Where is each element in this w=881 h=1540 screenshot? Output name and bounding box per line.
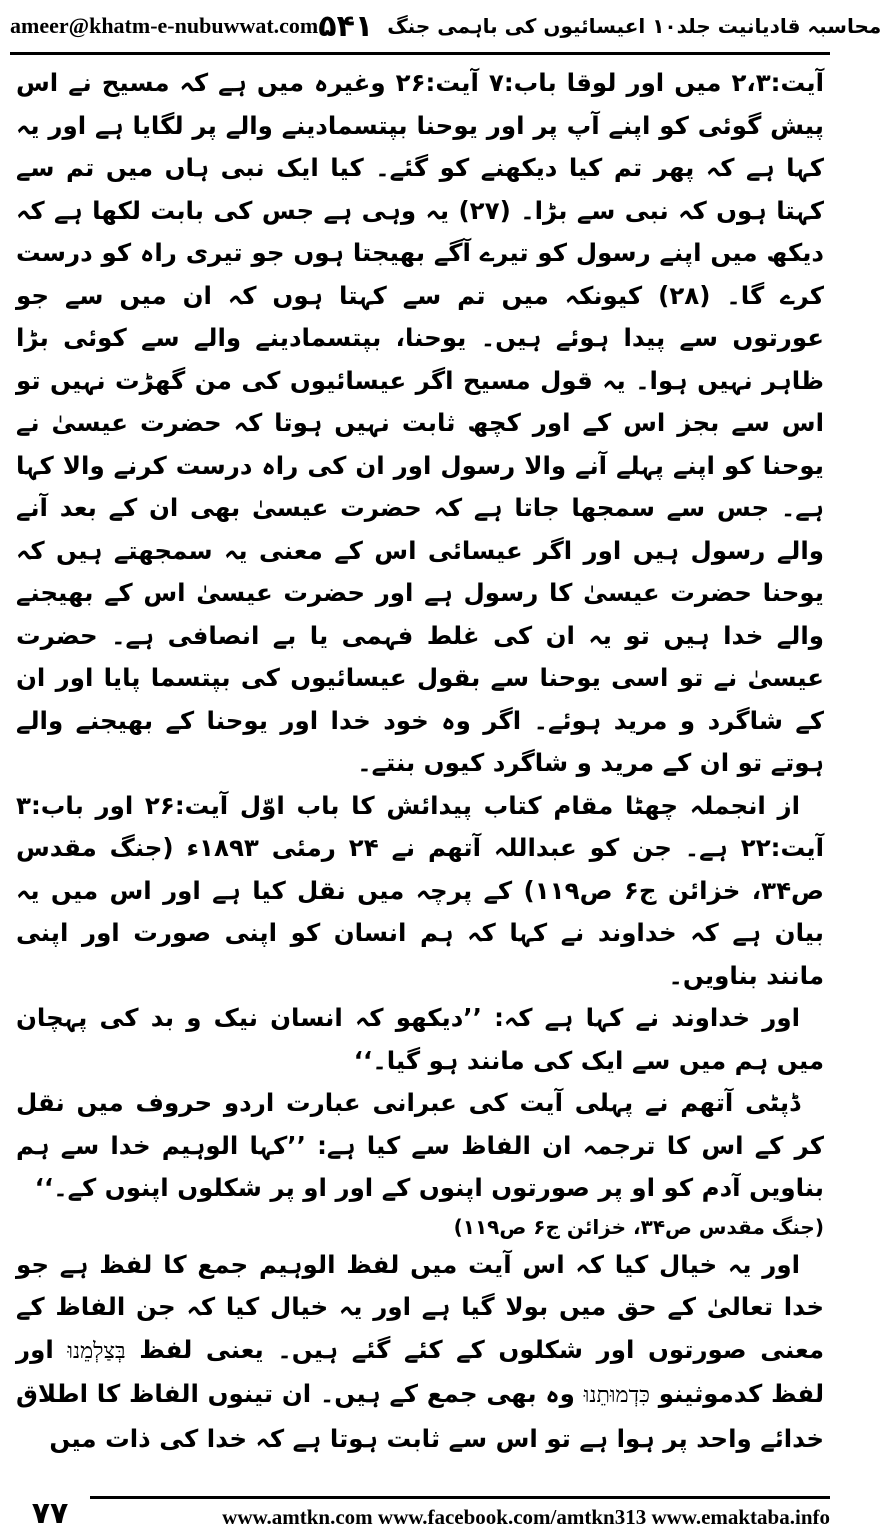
page-header: [10, 6, 881, 46]
paragraph-2: از انجملہ چھٹا مقام کتاب پیدائش کا باب اوّل آیت:۲۶ اور باب:۳ آیت:۲۲ ہے۔ جن کو عبداللہ آتھم نے ۲۴ رمئی ۱۸۹۳ء (جنگ مقدس ص۳۴، خزائن ج۶ ص۱۱۹) کے پرچہ میں نقل کیا ہے اور اس میں یہ بیان ہے کہ خداوند نے کہا کہ ہم انسان کو اپنی صورت اور اپنی مانند بناویں۔: [16, 790, 825, 990]
paragraph-4: ڈپٹی آتھم نے پہلی آیت کی عبرانی عبارت اردو حروف میں نقل کر کے اس کا ترجمہ ان الفاظ سے کیا ہے: ’’کہا الوہیم خدا سے ہم بناویں آدم کو او پر صورتوں اپنوں کے اور او پر شکلوں اپنوں کے۔‘‘: [16, 1088, 824, 1202]
paragraph-1: آیت:۲،۳ میں اور لوقا باب:۷ آیت:۲۶ وغیرہ میں ہے کہ مسیح نے اس پیش گوئی کو اپنے آپ پر اور یوحنا بپتسمادینے والے پر لگایا ہے اور یہ کہا ہے کہ پھر تم کیا دیکھنے کو گئے۔ کیا ایک نبی ہاں میں تم سے کہتا ہوں کہ نبی سے بڑا۔ (۲۷) یہ وہی ہے جس کی بابت لکھا ہے کہ دیکھ میں اپنے رسول کو تیرے آگے بھیجتا ہوں جو تیری راہ کو درست کرے گا۔ (۲۸) کیونکہ میں تم سے کہتا ہوں کہ ان میں سے جو عورتوں سے پیدا ہوئے ہیں۔ یوحنا، بپتسمادینے والے سے کوئی بڑا ظاہر نہیں ہوا۔ یہ قول مسیح اگر عیسائیوں کی من گھڑت نہیں تو اس سے بجز اس کے اور کچھ ثابت نہیں ہوتا کہ حضرت عیسیٰ نے یوحنا کو اپنے پہلے آنے والا رسول اور ان کی راہ درست کرنے والا کہا ہے۔ جس سے سمجھا جاتا ہے کہ حضرت عیسیٰ بھی ان کے بعد آنے والے رسول ہیں اور اگر عیسائی اس کے معنی یہ سمجھتے ہیں کہ یوحنا حضرت عیسیٰ کا رسول ہے اور حضرت عیسیٰ اس کے بھیجنے والے خدا ہیں تو یہ ان کی غلط فہمی یا بے انصافی ہے۔ حضرت عیسیٰ نے تو اسی یوحنا سے بقول عیسائیوں کی بپتسما پایا اور ان کے شاگرد و مرید ہوئے۔ اگر وہ خود خدا اور یوحنا کے بھیجنے والے ہوتے تو ان کے مرید و شاگرد کیوں بنتے۔: [16, 68, 825, 777]
paragraph-5-part-b: اور لفظ کدموثینو: [16, 1334, 825, 1408]
paragraph-5: [16, 1244, 824, 1461]
paragraph-3: اور خداوند نے کہا ہے کہ: ’’دیکھو کہ انسان نیک و بد کی پہچان میں ہم میں سے ایک کی مانند ہو گیا۔‘‘: [16, 1003, 824, 1075]
header-rule: [10, 52, 830, 55]
paragraph-5-part-c: وہ بھی جمع کے ہیں۔ ان تینوں الفاظ کا اطلاق خدائے واحد پر ہوا ہے تو اس سے ثابت ہوتا ہے کہ خدا کی ذات میں: [16, 1379, 824, 1453]
header-title: محاسبہ قادیانیت جلد۱۰ اعیسائیوں کی باہمی جنگ: [387, 14, 881, 38]
body-text: [16, 62, 824, 1462]
footer-links: www.amtkn.com www.facebook.com/amtkn313 www.emaktaba.info: [90, 1496, 830, 1530]
paragraph-5-part-a: اور یہ خیال کیا کہ اس آیت میں لفظ الوہیم جمع کا لفظ ہے جو خدا تعالیٰ کے حق میں بولا گیا ہے اور یہ خیال کیا کہ جن الفاظ کے معنی صورتوں اور شکلوں کے کئے گئے ہیں۔ یعنی لفظ: [16, 1249, 825, 1364]
hebrew-word-2: כִּדְמוּתֵנוּ: [583, 1383, 650, 1408]
header-email: ameer@khatm-e-nubuwwat.com: [10, 13, 319, 38]
footer-page-number: ۷۷: [31, 1495, 69, 1531]
header-title-group: [318, 9, 881, 44]
citation: (جنگ مقدس ص۳۴، خزائن ج۶ ص۱۱۹): [453, 1214, 824, 1239]
header-page-number: ۵۴۱: [318, 8, 374, 44]
page-footer: [10, 1490, 830, 1536]
hebrew-word-1: בְּצַלְמֵנוּ: [67, 1338, 126, 1364]
